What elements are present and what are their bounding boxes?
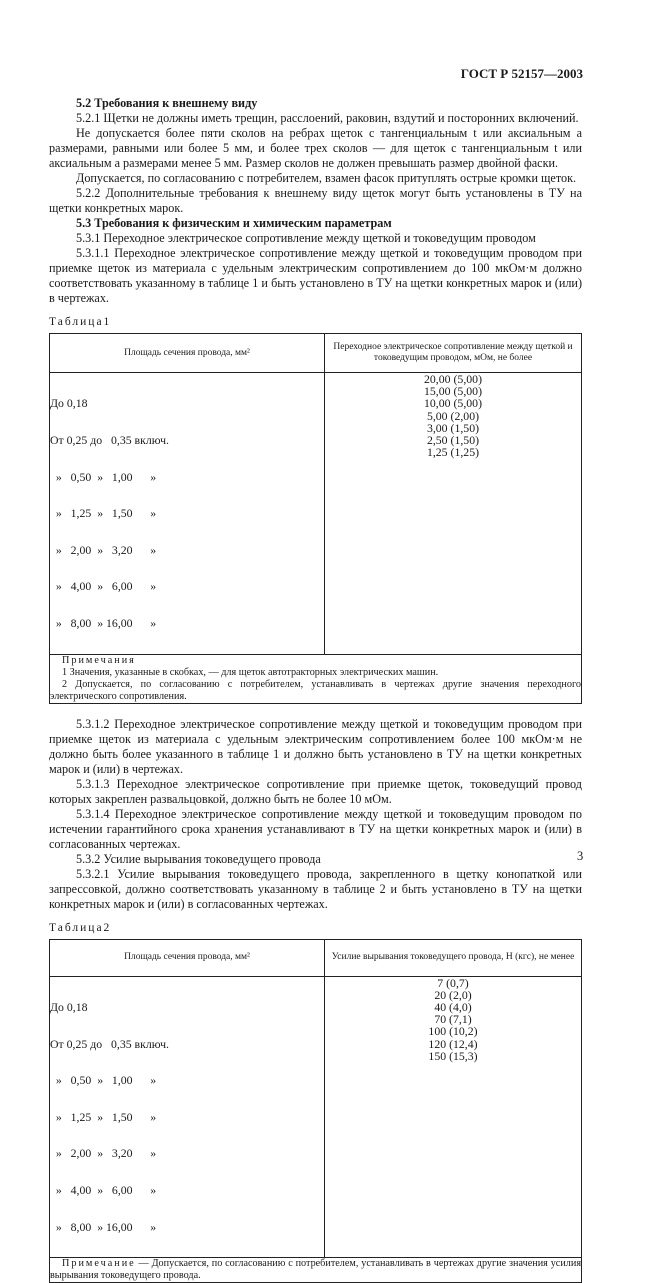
table-cell: 20 (2,0) [434,987,472,1002]
paragraph-5-3-1-2: 5.3.1.2 Переходное электрическое сопротивление между щеткой и токоведущим проводом при приемке щеток из материала с удельным электрическим сопротивлением более 100 мкОм·м не должно быть более указанного в таблице 1 и должно быть установлено в ТУ на щетки конкретных марок и (или) в чертежах. [49,716,582,776]
table-cell: 70 (7,1) [434,1012,472,1027]
table-1-resistance-column [325,373,582,655]
paragraph-5-3-1: 5.3.1 Переходное электрическое сопротивление между щеткой и токоведущим проводом [76,231,536,245]
table-row: От 0,25 до 0,35 включ. [50,433,169,447]
paragraph-5-3-1-1: 5.3.1.1 Переходное электрическое сопротивление между щеткой и токоведущим проводом при приемке щеток из материала с удельным электрическим сопротивлением до 100 мкОм·м должно соответствовать указанному в таблице 1 и быть установлено в ТУ на щетки конкретных марок и (или) в чертежах. [49,246,582,305]
table-2-note [50,1258,582,1283]
table-row: » 1,25 » 1,50 » [50,506,157,521]
table-1-area-column [50,373,325,655]
table-row: » 2,00 » 3,20 » [50,1146,157,1161]
table-1-notes [50,654,582,703]
table-2 [49,939,582,1283]
table-cell: 20,00 (5,00) [424,372,482,386]
table-cell: 100 (10,2) [428,1024,478,1039]
notes-title: Примечания [62,654,136,666]
table-row: » 8,00 » 16,00 » [50,1219,157,1234]
table-cell: 5,00 (2,00) [426,408,480,423]
paragraph-5-3-1-3: 5.3.1.3 Переходное электрическое сопротивление при приемке щеток, токоведущий провод которых закреплен развальцовкой, должно быть не более 10 мОм. [49,776,582,806]
table-row: » 8,00 » 16,00 » [50,615,157,630]
paragraph-5-2-2: 5.2.2 Дополнительные требования к внешнему виду щеток могут быть установлены в ТУ на щетки конкретных марок. [49,186,582,215]
document-body [49,96,582,1283]
table-row: » 0,50 » 1,00 » [50,1073,157,1088]
section-5-2-title: 5.2 Требования к внешнему виду [76,96,258,110]
table-row: » 4,00 » 6,00 » [50,1182,157,1197]
table-cell: 3,00 (1,50) [426,420,480,435]
paragraph-5-3-1-4: 5.3.1.4 Переходное электрическое сопротивление между щеткой и токоведущим проводом по истечении гарантийного срока хранения устанавливают в ТУ на щетки конкретных марок и (или) в согласованных чертежах. [49,806,582,851]
note-2: 2 Допускается, по согласованию с потребителем, устанавливать в чертежах другие значения переходного электрического сопротивления. [50,678,581,702]
table-1-caption: Таблица1 [49,316,112,328]
table-row: От 0,25 до 0,35 включ. [50,1036,169,1051]
note-title: Примечание [62,1258,136,1270]
table-row: » 1,25 » 1,50 » [50,1109,157,1124]
note-1: 1 Значения, указанные в скобках, — для щеток автотракторных электрических машин. [62,666,439,678]
table-cell: 15,00 (5,00) [424,384,482,399]
paragraph-5-2-1-chamfer: Допускается, по согласованию с потребителем, взамен фасок притуплять острые кромки щеток. [76,171,577,185]
table-2-area-column [50,976,325,1258]
paragraph-5-3-2-1: 5.3.2.1 Усилие вырывания токоведущего провода, закрепленного в щетку конопаткой или запрессовкой, должно соответствовать указанному в таблице 2 и быть установлено в ТУ на щетки конкретных марок и (или) в согласованных чертежах. [49,866,582,911]
table-row: До 0,18 [50,396,88,411]
table-2-col2-header: Усилие вырывания токоведущего провода, Н (кгс), не менее [325,939,582,976]
table-row: До 0,18 [50,999,88,1014]
table-row: » 4,00 » 6,00 » [50,579,157,594]
table-2-force-column [325,976,582,1258]
document-header: ГОСТ Р 52157—2003 [460,66,583,81]
table-2-col1-header: Площадь сечения провода, мм² [50,939,325,976]
table-cell: 10,00 (5,00) [424,396,482,411]
table-2-caption: Таблица2 [49,921,112,934]
table-1-col1-header: Площадь сечения провода, мм² [50,334,325,373]
section-5-3-title: 5.3 Требования к физическим и химическим параметрам [76,216,392,230]
paragraph-5-2-1: 5.2.1 Щетки не должны иметь трещин, расслоений, раковин, вздутий и посторонних включений. [76,111,579,125]
page-number: 3 [577,849,584,863]
table-row: » 0,50 » 1,00 » [50,469,157,484]
table-row: » 2,00 » 3,20 » [50,542,157,557]
table-cell: 1,25 (1,25) [426,445,480,460]
table-cell: 7 (0,7) [437,975,469,990]
table-cell: 120 (12,4) [428,1036,478,1051]
table-1 [49,333,582,704]
table-cell: 40 (4,0) [434,999,472,1014]
table-1-col2-header: Переходное электрическое сопротивление между щеткой и токоведущим проводом, мОм, не более [325,334,582,373]
note-text: — Допускается, по согласованию с потребителем, устанавливать в чертежах другие значения усилия вырывания токоведущего провода. [50,1258,581,1282]
paragraph-5-2-1-chips: Не допускается более пяти сколов на ребрах щеток с тангенциальным t или аксиальным a размерами, равными или более 5 мм, и более трех сколов — для щеток с тангенциальным t или аксиальным a размерами менее 5 мм. Размер сколов не должен превышать размер двойной фаски. [49,126,582,170]
table-cell: 150 (15,3) [428,1048,478,1063]
table-cell: 2,50 (1,50) [426,432,480,447]
paragraph-5-3-2: 5.3.2 Усилие вырывания токоведущего провода [76,851,321,866]
